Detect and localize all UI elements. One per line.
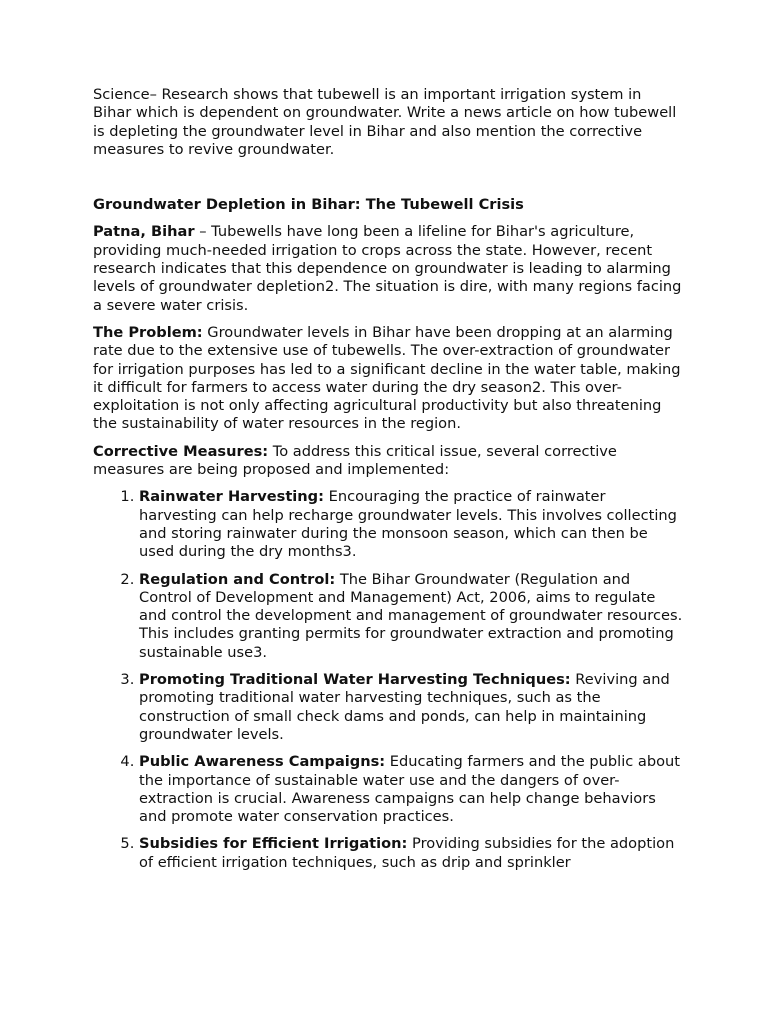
list-item-title: Promoting Traditional Water Harvesting Techniques: bbox=[139, 671, 571, 689]
intro-paragraph bbox=[93, 223, 683, 314]
dateline: Patna, Bihar bbox=[93, 223, 195, 241]
problem-heading: The Problem: bbox=[93, 323, 203, 341]
document-page bbox=[93, 86, 683, 881]
measures-text: To address this critical issue, several corrective measures are being proposed and implemented: bbox=[93, 442, 617, 479]
intro-text: – Tubewells have long been a lifeline for Bihar's agriculture, providing much-needed irrigation to crops across the state. However, recent research indicates that this dependence on groundwater is leading to alarming levels of groundwater depletion2. The situation is dire, with many regions facing a severe water crisis. bbox=[93, 223, 682, 314]
problem-text: Groundwater levels in Bihar have been dropping at an alarming rate due to the extensive use of tubewells. The over-extraction of groundwater for irrigation purposes has led to a significant decline in the water table, making it difficult for farmers to access water during the dry season2. This over-exploitation is not only affecting agricultural productivity but also threatening the sustainability of water resources in the region. bbox=[93, 323, 681, 433]
measures-paragraph bbox=[93, 443, 683, 480]
list-item-title: Public Awareness Campaigns: bbox=[139, 753, 386, 771]
list-item-title: Rainwater Harvesting: bbox=[139, 488, 324, 506]
list-item-title: Regulation and Control: bbox=[139, 570, 336, 588]
measures-list bbox=[93, 488, 683, 872]
problem-paragraph bbox=[93, 324, 683, 434]
list-item bbox=[139, 571, 683, 662]
list-item bbox=[139, 671, 683, 744]
list-item-text: Educating farmers and the public about the importance of sustainable water use and the dangers of over-extraction is crucial. Awareness campaigns can help change behaviors and promote water conservation practices. bbox=[139, 753, 681, 826]
list-item-title: Subsidies for Efficient Irrigation: bbox=[139, 835, 408, 853]
article-title: Groundwater Depletion in Bihar: The Tubewell Crisis bbox=[93, 196, 524, 214]
list-item-text: Encouraging the practice of rainwater harvesting can help recharge groundwater levels. This involves collecting and storing rainwater during the monsoon season, which can then be used during the dry months3. bbox=[139, 488, 677, 561]
measures-heading: Corrective Measures: bbox=[93, 442, 269, 460]
assignment-prompt: Science– Research shows that tubewell is an important irrigation system in Bihar which is dependent on groundwater. Write a news article on how tubewell is depleting the groundwater level in Bihar and also mention the corrective measures to revive groundwater. bbox=[93, 86, 677, 158]
list-item bbox=[139, 753, 683, 826]
list-item bbox=[139, 488, 683, 561]
list-item-text: The Bihar Groundwater (Regulation and Control of Development and Management) Act, 2006, aims to regulate and control the development and management of groundwater resources. This includes granting permits for groundwater extraction and promoting sustainable use3. bbox=[139, 570, 683, 661]
list-item bbox=[139, 835, 683, 872]
list-item-text: Reviving and promoting traditional water harvesting techniques, such as the construction of small check dams and ponds, can help in maintaining groundwater levels. bbox=[139, 671, 670, 743]
list-item-text: Providing subsidies for the adoption of efficient irrigation techniques, such as drip and sprinkler bbox=[139, 835, 675, 871]
